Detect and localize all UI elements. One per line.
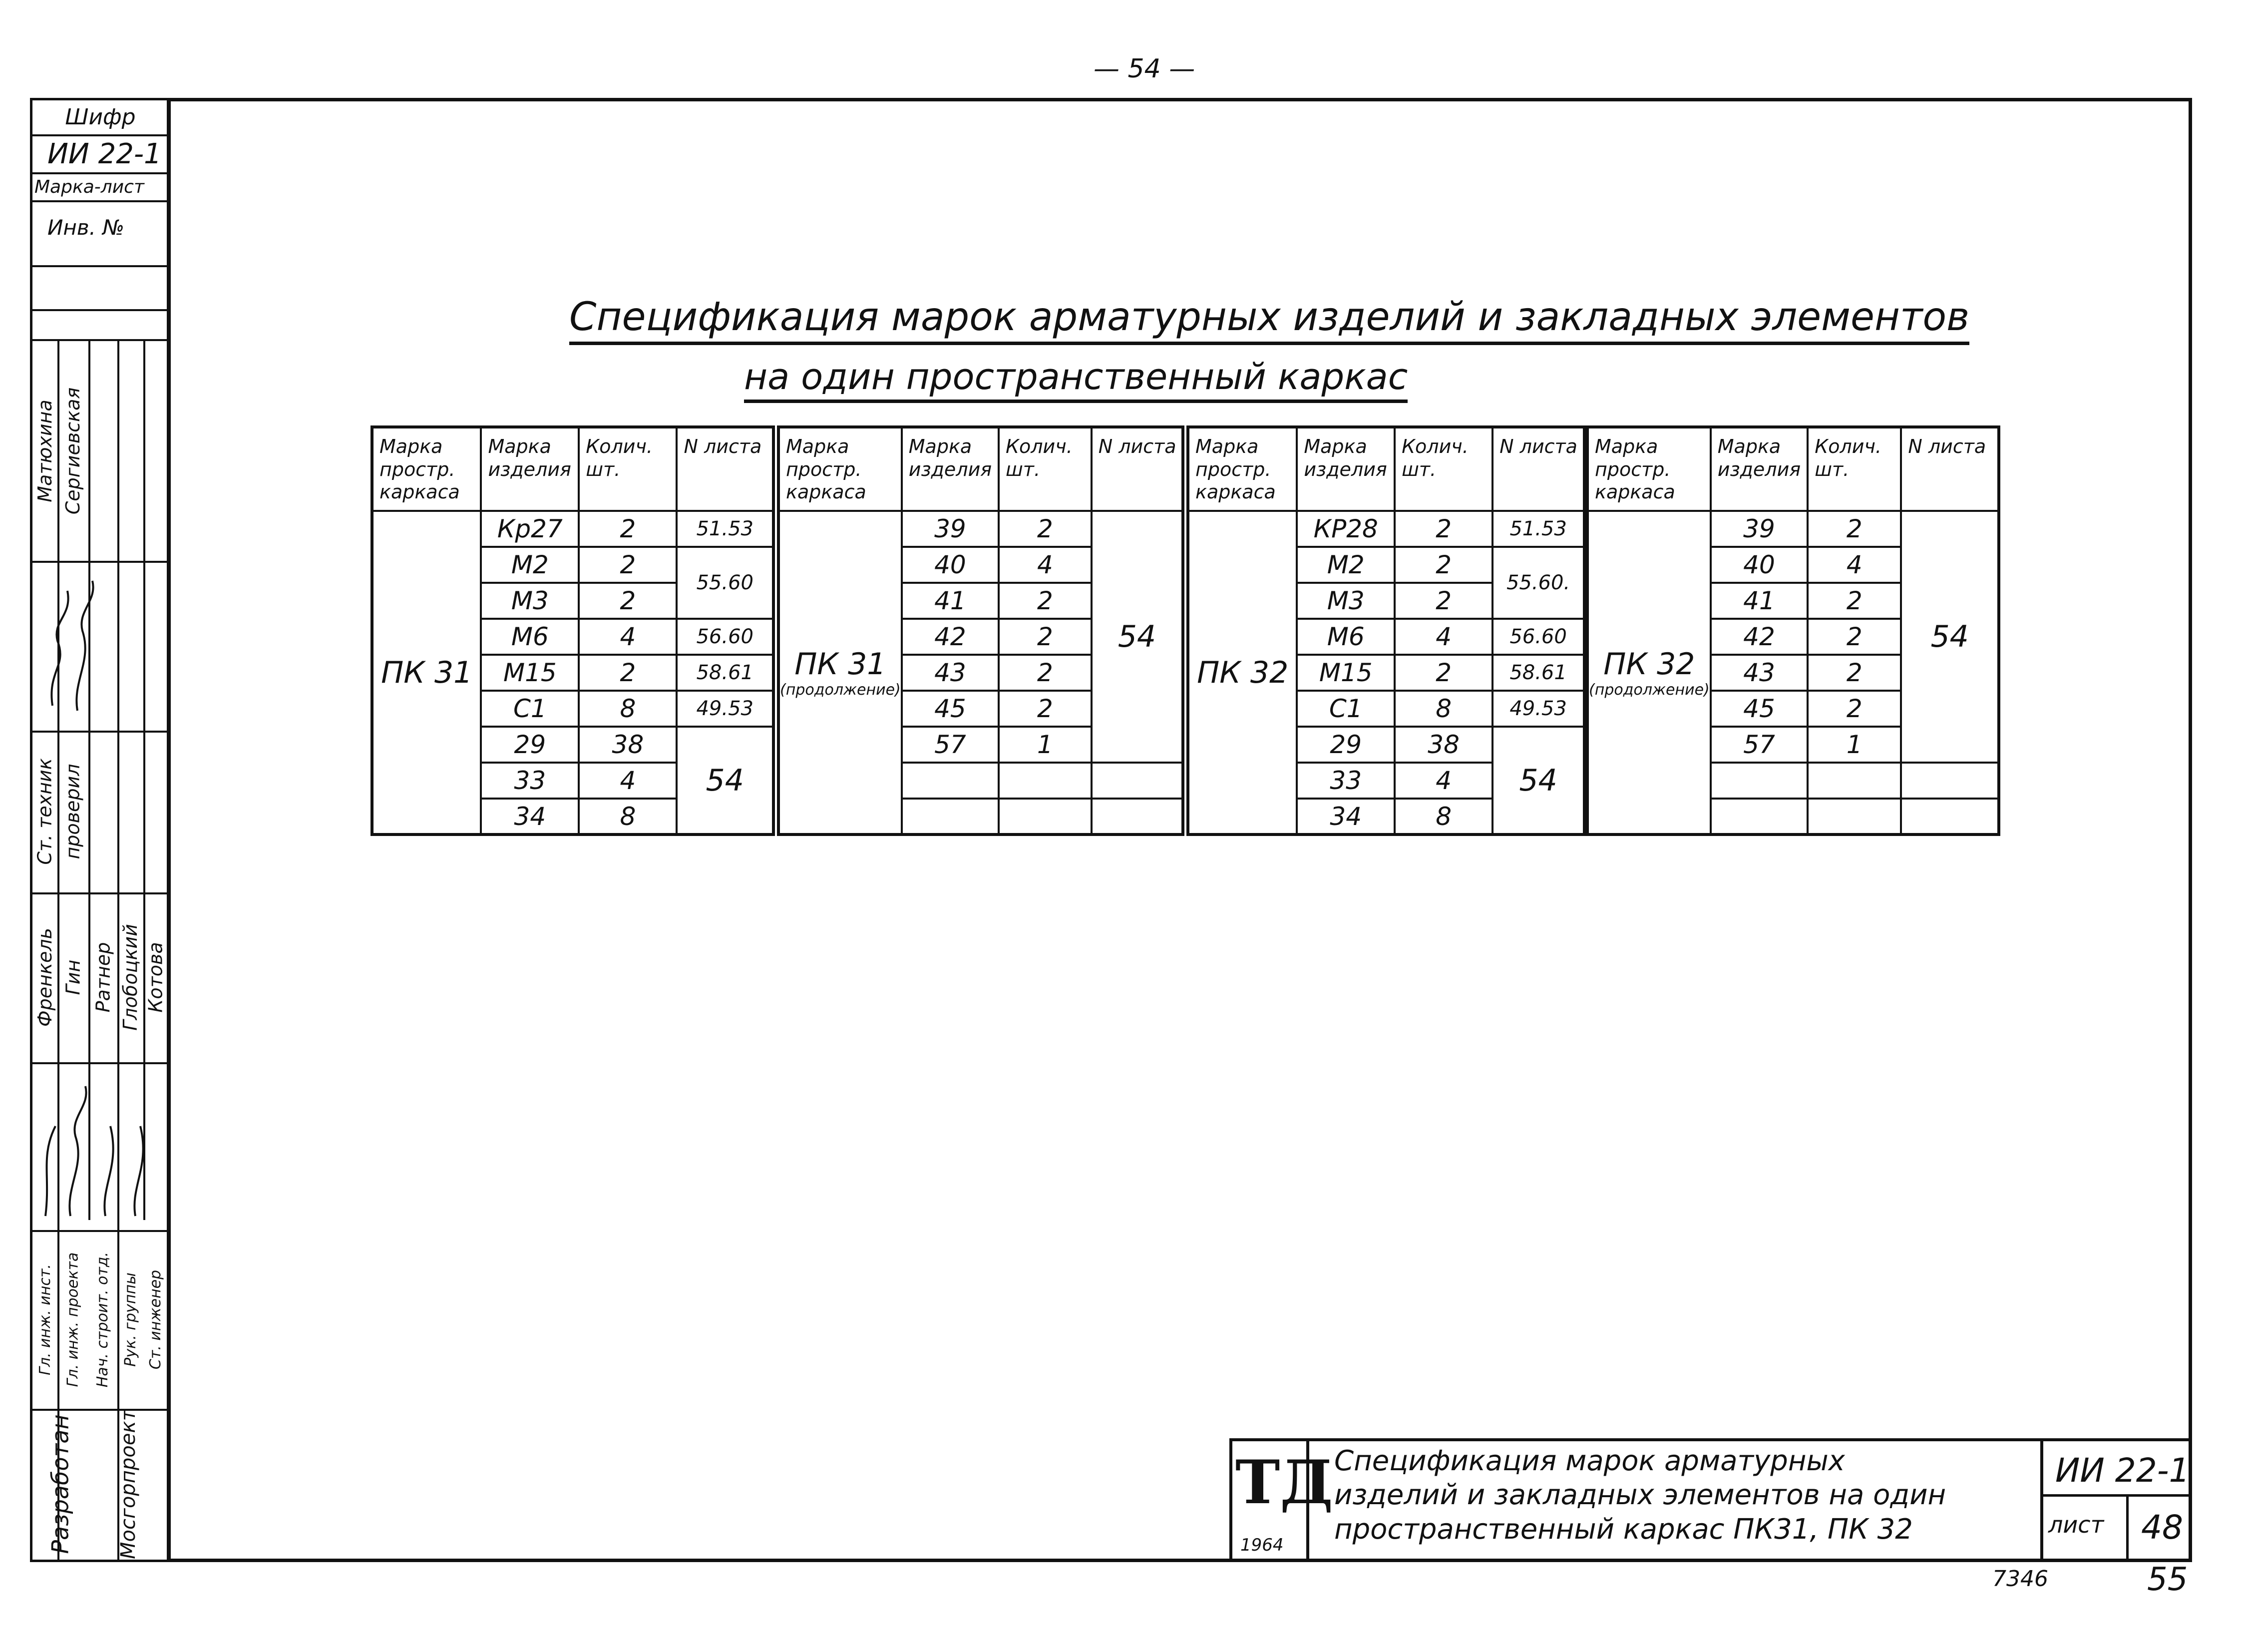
stamp-code-label: Шифр [32, 100, 168, 136]
item-mark-cell: Кр27 [481, 511, 579, 547]
stamp-role: Рук. группы [121, 1272, 139, 1367]
item-mark-cell: 29 [481, 727, 579, 763]
qty-cell [999, 763, 1092, 799]
stamp-name-cell [32, 341, 57, 561]
left-stamp [30, 98, 171, 1562]
footer-number-right: 55 [2147, 1561, 2188, 1598]
table-row [372, 511, 773, 547]
item-mark-cell: 34 [481, 799, 579, 834]
sheet-cell: 56.60 [1493, 619, 1584, 655]
stamp-name: Френкель [34, 927, 56, 1027]
qty-cell: 1 [1808, 727, 1901, 763]
sheet-cell: 56.60 [677, 619, 773, 655]
stamp-org-cell [88, 1409, 168, 1560]
stamp-name-cell [57, 341, 88, 561]
title-block-code: ИИ 22-1 [2055, 1451, 2190, 1490]
qty-cell [1808, 799, 1901, 834]
item-mark-cell: М3 [481, 583, 579, 619]
item-mark-cell: 57 [902, 727, 999, 763]
description-line: пространственный каркас ПК31, ПК 32 [1334, 1513, 1913, 1546]
qty-cell: 2 [579, 511, 677, 547]
sheet-cell: 54 [677, 727, 773, 834]
stamp-name-cell [88, 892, 117, 1062]
qty-cell: 38 [1395, 727, 1493, 763]
qty-cell: 4 [1808, 547, 1901, 583]
header-frame: Марка простр. каркаса [1587, 427, 1711, 511]
sheet-cell: 55.60 [677, 547, 773, 619]
qty-cell: 2 [1808, 655, 1901, 691]
qty-cell: 2 [1808, 583, 1901, 619]
sheet-cell: 51.53 [1493, 511, 1584, 547]
stamp-role-cell [32, 1230, 57, 1409]
stamp-name: Сергиевская [62, 387, 84, 515]
stamp-name: Ратнер [92, 942, 114, 1013]
td-logo-letters: ТД [1235, 1447, 1333, 1518]
item-mark-cell: 43 [1711, 655, 1808, 691]
qty-cell: 2 [1808, 511, 1901, 547]
spec-table [371, 425, 775, 836]
sheet-cell [1092, 799, 1183, 834]
qty-cell: 8 [579, 691, 677, 727]
item-mark-cell: 33 [1297, 763, 1395, 799]
sheet-number: 48 [2141, 1508, 2183, 1547]
frame-cell [372, 511, 481, 834]
title-block-divider [2043, 1494, 2192, 1497]
stamp-name-cell [57, 892, 88, 1062]
sheet-cell: 49.53 [677, 691, 773, 727]
item-mark-cell: 42 [1711, 619, 1808, 655]
page-number: — 54 — [1094, 54, 1195, 84]
frame-mark: ПК 32 [1197, 655, 1289, 690]
qty-cell: 2 [999, 691, 1092, 727]
header-sheet: N листа [1493, 427, 1584, 511]
header-qty: Колич. шт. [999, 427, 1092, 511]
item-mark-cell: М15 [1297, 655, 1395, 691]
stamp-role-cell [57, 731, 88, 892]
qty-cell: 2 [579, 547, 677, 583]
stamp-role: Гл. инж. инст. [36, 1263, 54, 1375]
stamp-name: Глобоцкий [119, 924, 142, 1031]
item-mark-cell: КР28 [1297, 511, 1395, 547]
qty-cell: 8 [1395, 799, 1493, 834]
qty-cell: 4 [579, 619, 677, 655]
item-mark-cell: М3 [1297, 583, 1395, 619]
header-item: Марка изделия [1711, 427, 1808, 511]
item-mark-cell [1711, 799, 1808, 834]
item-mark-cell [1711, 763, 1808, 799]
table-row [778, 511, 1183, 547]
stamp-developer-cell [32, 1409, 88, 1560]
stamp-role-cell [88, 1230, 117, 1409]
qty-cell: 8 [1395, 691, 1493, 727]
title-block-divider [2126, 1494, 2129, 1562]
qty-cell: 2 [999, 655, 1092, 691]
item-mark-cell: М6 [1297, 619, 1395, 655]
document-subtitle: на один пространственный каркас [744, 356, 1408, 403]
sheet-cell: 58.61 [677, 655, 773, 691]
sheet-cell: 55.60. [1493, 547, 1584, 619]
stamp-name-cell [32, 892, 57, 1062]
stamp-role: Нач. строит. отд. [94, 1251, 112, 1387]
stamp-role-cell [117, 1230, 143, 1409]
qty-cell: 4 [1395, 763, 1493, 799]
header-item: Марка изделия [1297, 427, 1395, 511]
frame-mark: ПК 31 [794, 647, 886, 682]
signature-area [32, 1062, 168, 1230]
table-row [1587, 511, 1999, 547]
header-qty: Колич. шт. [1395, 427, 1493, 511]
description-line: Спецификация марок арматурных [1334, 1445, 1845, 1477]
signature-icon [35, 1066, 165, 1226]
item-mark-cell: 45 [902, 691, 999, 727]
frame-mark: ПК 32 [1603, 647, 1695, 682]
stamp-name-cell [117, 892, 143, 1062]
stamp-code-value: ИИ 22-1 [32, 136, 168, 174]
qty-cell: 2 [1395, 655, 1493, 691]
stamp-name: Матюхина [34, 400, 56, 502]
qty-cell: 2 [1395, 547, 1493, 583]
qty-cell: 4 [1395, 619, 1493, 655]
frame-cell [1188, 511, 1297, 834]
stamp-developer-label: Разработан [47, 1414, 74, 1554]
qty-cell: 38 [579, 727, 677, 763]
frame-note: (продолжение) [1589, 681, 1710, 699]
td-logo [1229, 1438, 1333, 1562]
item-mark-cell: 43 [902, 655, 999, 691]
stamp-mark-sheet-label: Марка-лист [32, 174, 168, 202]
qty-cell: 2 [999, 619, 1092, 655]
spec-table [777, 425, 1184, 836]
description-line: изделий и закладных элементов на один [1334, 1479, 1946, 1512]
signature-icon [37, 571, 112, 721]
header-qty: Колич. шт. [1808, 427, 1901, 511]
sheet-cell: 54 [1092, 511, 1183, 763]
qty-cell: 2 [1808, 691, 1901, 727]
item-mark-cell: 40 [1711, 547, 1808, 583]
qty-cell: 2 [1395, 511, 1493, 547]
header-frame: Марка простр. каркаса [1188, 427, 1297, 511]
item-mark-cell [902, 799, 999, 834]
title-block-description [1334, 1444, 1946, 1547]
item-mark-cell: 41 [1711, 583, 1808, 619]
signature-area [32, 561, 117, 731]
sheet-cell [1901, 799, 1999, 834]
qty-cell [999, 799, 1092, 834]
stamp-org-label: Мосгорпроект [117, 1409, 140, 1559]
header-sheet: N листа [1092, 427, 1183, 511]
title-block-right [2040, 1438, 2192, 1562]
qty-cell: 2 [1395, 583, 1493, 619]
frame-mark: ПК 31 [381, 655, 473, 690]
item-mark-cell: 34 [1297, 799, 1395, 834]
sheet-cell: 54 [1901, 511, 1999, 763]
document-title: Спецификация марок арматурных изделий и закладных элементов [569, 295, 1969, 345]
header-frame: Марка простр. каркаса [778, 427, 902, 511]
qty-cell [1808, 763, 1901, 799]
stamp-role-cell [143, 1230, 168, 1409]
sheet-cell [1092, 763, 1183, 799]
item-mark-cell: 57 [1711, 727, 1808, 763]
stamp-role: Гл. инж. проекта [64, 1252, 82, 1387]
sheet-cell [1901, 763, 1999, 799]
spec-table [1586, 425, 2000, 836]
spec-table [1186, 425, 1586, 836]
item-mark-cell: 40 [902, 547, 999, 583]
item-mark-cell: 29 [1297, 727, 1395, 763]
title-block-year: 1964 [1240, 1535, 1284, 1555]
qty-cell: 4 [579, 763, 677, 799]
header-qty: Колич. шт. [579, 427, 677, 511]
header-frame: Марка простр. каркаса [372, 427, 481, 511]
stamp-role-cell [57, 1230, 88, 1409]
item-mark-cell: С1 [1297, 691, 1395, 727]
frame-note: (продолжение) [780, 681, 901, 699]
item-mark-cell: М2 [481, 547, 579, 583]
item-mark-cell: С1 [481, 691, 579, 727]
stamp-role: Ст. техник [34, 758, 56, 865]
frame-cell [1587, 511, 1711, 834]
stamp-empty-row-1 [32, 267, 168, 311]
header-item: Марка изделия [481, 427, 579, 511]
frame-cell [778, 511, 902, 834]
item-mark-cell: 39 [902, 511, 999, 547]
sheet-cell: 54 [1493, 727, 1584, 834]
stamp-name: Котова [145, 942, 167, 1013]
item-mark-cell: М2 [1297, 547, 1395, 583]
item-mark-cell: М15 [481, 655, 579, 691]
item-mark-cell: 41 [902, 583, 999, 619]
stamp-role: проверил [62, 764, 84, 859]
item-mark-cell: 45 [1711, 691, 1808, 727]
item-mark-cell: М6 [481, 619, 579, 655]
stamp-inv-label: Инв. № [32, 202, 168, 267]
item-mark-cell: 33 [481, 763, 579, 799]
qty-cell: 1 [999, 727, 1092, 763]
item-mark-cell [902, 763, 999, 799]
stamp-name: Гин [62, 959, 84, 995]
item-mark-cell: 39 [1711, 511, 1808, 547]
qty-cell: 2 [579, 583, 677, 619]
stamp-role-cell [32, 731, 57, 892]
stamp-name-cell [143, 892, 168, 1062]
sheet-cell: 58.61 [1493, 655, 1584, 691]
qty-cell: 4 [999, 547, 1092, 583]
sheet-label: лист [2048, 1511, 2104, 1538]
stamp-role: Ст. инженер [147, 1269, 165, 1369]
qty-cell: 2 [1808, 619, 1901, 655]
qty-cell: 8 [579, 799, 677, 834]
qty-cell: 2 [999, 511, 1092, 547]
header-sheet: N листа [1901, 427, 1999, 511]
footer-number-left: 7346 [1992, 1566, 2048, 1592]
table-row [1188, 511, 1584, 547]
qty-cell: 2 [579, 655, 677, 691]
item-mark-cell: 42 [902, 619, 999, 655]
sheet-cell: 49.53 [1493, 691, 1584, 727]
sheet-cell: 51.53 [677, 511, 773, 547]
header-item: Марка изделия [902, 427, 999, 511]
header-sheet: N листа [677, 427, 773, 511]
stamp-empty-row-2 [32, 311, 168, 341]
qty-cell: 2 [999, 583, 1092, 619]
